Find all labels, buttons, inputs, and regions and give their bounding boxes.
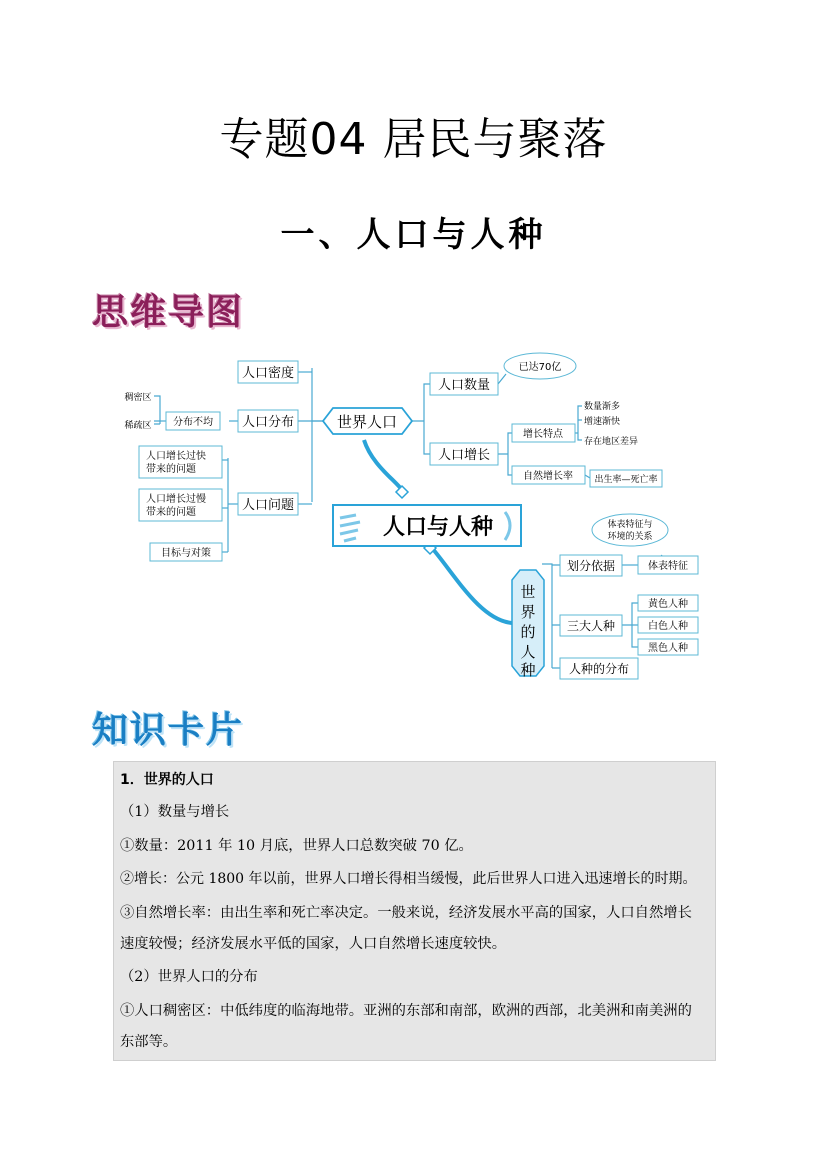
node-trait2: 增速渐快 — [584, 417, 621, 427]
knowledge-card — [113, 761, 716, 1061]
node-relation-2: 环境的关系 — [607, 532, 653, 542]
card-p4a: ①人口稠密区：中低纬度的临海地带。亚洲的东部和南部，欧洲的西部，北美洲和南美洲的 — [120, 1003, 692, 1019]
card-sub1: （1）数量与增长 — [120, 804, 230, 820]
node-relation-1: 体表特征与 — [607, 520, 653, 530]
node-density: 人口密度 — [241, 366, 295, 381]
cards-banner: 知识卡片 — [92, 710, 245, 751]
node-growth: 人口增长 — [437, 448, 491, 463]
node-dense-area: 稠密区 — [124, 393, 152, 403]
node-slow-growth-2: 带来的问题 — [146, 507, 196, 518]
node-rate-formula: 出生率—死亡率 — [594, 475, 658, 485]
node-reached: 已达70亿 — [518, 362, 562, 373]
node-natural-rate: 自然增长率 — [523, 471, 573, 482]
node-world-races-3: 的 — [520, 623, 536, 641]
card-p3b: 速度较慢；经济发展水平低的国家，人口自然增长速度较快。 — [120, 936, 507, 952]
node-white: 白色人种 — [648, 621, 688, 632]
node-distribution: 人口分布 — [241, 415, 295, 430]
node-growth-traits: 增长特点 — [523, 429, 563, 440]
node-body-traits: 体表特征 — [648, 561, 688, 572]
node-fast-growth-1: 人口增长过快 — [146, 451, 206, 462]
card-sub2: （2）世界人口的分布 — [120, 969, 258, 985]
node-slow-growth-1: 人口增长过慢 — [146, 494, 206, 505]
page-title: 专题04 居民与聚落 — [219, 114, 608, 165]
node-yellow: 黄色人种 — [648, 599, 688, 610]
node-world-races-4: 人 — [520, 643, 536, 661]
node-goals: 目标与对策 — [161, 548, 211, 559]
node-fast-growth-2: 带来的问题 — [146, 464, 196, 475]
node-sparse-area: 稀疏区 — [124, 421, 152, 431]
mindmap-center: 人口与人种 — [382, 515, 494, 540]
node-world-population: 世界人口 — [336, 413, 398, 431]
node-trait1: 数量渐多 — [584, 402, 621, 412]
node-basis: 划分依据 — [566, 559, 616, 573]
node-problems: 人口问题 — [241, 498, 295, 513]
card-p3a: ③自然增长率：由出生率和死亡率决定。一般来说，经济发展水平高的国家，人口自然增长 — [120, 905, 692, 921]
card-p2: ②增长：公元 1800 年以前，世界人口增长得相当缓慢，此后世界人口进入迅速增长的时期。 — [120, 871, 697, 887]
node-quantity: 人口数量 — [437, 378, 491, 393]
node-world-races-2: 界 — [520, 603, 536, 621]
card-heading: 1．世界的人口 — [120, 772, 214, 788]
node-race-distribution: 人种的分布 — [568, 662, 630, 676]
node-trait3: 存在地区差异 — [584, 437, 639, 447]
node-world-races-5: 种 — [520, 661, 536, 679]
section-subtitle: 一、人口与人种 — [280, 215, 547, 255]
node-black: 黑色人种 — [648, 643, 688, 654]
mind-map-diagram — [0, 340, 827, 700]
card-p4b: 东部等。 — [120, 1034, 178, 1050]
card-p1: ①数量：2011 年 10 月底，世界人口总数突破 70 亿。 — [120, 838, 473, 854]
mindmap-banner: 思维导图 — [92, 292, 245, 333]
node-three-races: 三大人种 — [566, 619, 616, 633]
node-world-races-1: 世 — [520, 583, 536, 601]
node-uneven: 分布不均 — [173, 417, 213, 428]
